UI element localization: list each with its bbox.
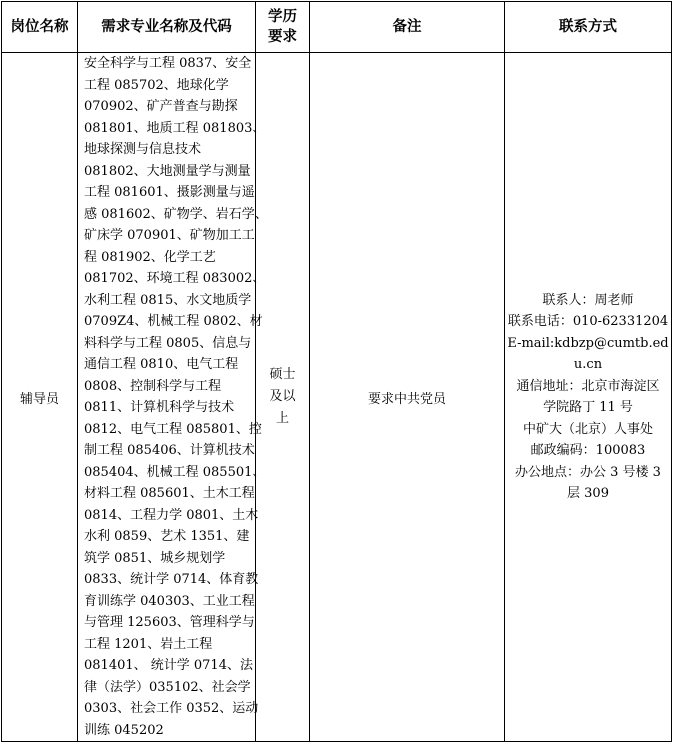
contact-email: E-mail:kdbzp@cumtb.ed	[507, 335, 669, 351]
contact-office-location: 办公地点：办公 3 号楼 3	[515, 464, 661, 480]
notes-cell: 要求中共党员	[310, 53, 505, 742]
major-line: 地球探测与信息技术	[84, 142, 202, 157]
contact-office-name: 中矿大（北京）人事处	[522, 421, 653, 437]
header-position: 岗位名称	[2, 2, 78, 53]
header-degree	[256, 2, 310, 53]
major-line: 081702、环境工程 083002、	[84, 271, 266, 286]
major-line: 081401、 统计学 0714、法	[84, 658, 253, 673]
major-line: 筑学 0851、城乡规划学	[84, 550, 226, 566]
major-line: 训练 045202	[84, 722, 164, 738]
major-line: 通信工程 0810、电气工程	[84, 357, 239, 372]
degree-line: 硕士	[269, 367, 296, 382]
contact-address: 通信地址：北京市海淀区	[516, 378, 660, 394]
major-line: 0814、工程力学 0801、土木	[84, 507, 259, 523]
major-line: 感 081602、矿物学、岩石学、	[84, 206, 268, 222]
major-line: 0833、统计学 0714、体育教	[84, 572, 259, 587]
major-line: 0709Z4、机械工程 0802、材	[84, 314, 263, 329]
major-line: 安全科学与工程 0837、安全	[84, 56, 252, 71]
major-line: 水利工程 0815、水文地质学	[84, 292, 252, 308]
major-line: 0808、控制科学与工程	[84, 378, 222, 394]
major-line: 制工程 085406、计算机技术	[84, 443, 255, 458]
contact-cell	[505, 53, 672, 742]
major-line: 材料工程 085601、土木工程	[84, 486, 255, 501]
major-line: 水利 0859、艺术 1351、建	[84, 529, 250, 544]
major-line: 070902、矿产普查与勘探	[84, 99, 238, 114]
major-line: 085404、机械工程 085501、	[84, 464, 266, 480]
major-line: 料科学与工程 0805、信息与	[84, 335, 252, 351]
table-row	[2, 53, 672, 742]
major-line: 工程 1201、岩土工程	[84, 636, 213, 652]
major-line: 0811、计算机科学与技术	[84, 400, 235, 415]
major-line: 工程 085702、地球化学	[84, 77, 229, 93]
major-line: 矿床学 070901、矿物加工工	[84, 228, 255, 243]
contact-address-cont: 学院路丁 11 号	[543, 400, 633, 415]
degree-line: 上	[275, 411, 289, 426]
contact-postcode: 邮政编码：100083	[530, 443, 646, 458]
recruitment-table	[1, 1, 672, 742]
header-contact: 联系方式	[505, 2, 672, 53]
contact-email-cont: u.cn	[573, 357, 603, 372]
header-degree-line-2: 要求	[268, 29, 297, 45]
degree-cell	[256, 53, 310, 742]
major-line: 081802、大地测量学与测量	[84, 163, 251, 179]
contact-phone: 联系电话：010-62331204	[507, 314, 669, 329]
contact-office-location-cont: 层 309	[567, 486, 609, 501]
major-line: 0303、社会工作 0352、运动	[84, 701, 259, 716]
header-majors: 需求专业名称及代码	[78, 2, 256, 53]
major-line: 0812、电气工程 085801、控	[84, 421, 262, 437]
position-cell: 辅导员	[2, 53, 78, 742]
header-row	[2, 2, 672, 53]
major-line: 程 081902、化学工艺	[84, 249, 216, 265]
major-line: 工程 081601、摄影测量与遥	[84, 185, 255, 200]
majors-cell	[78, 53, 268, 742]
major-line: 育训练学 040303、工业工程	[84, 593, 255, 609]
major-line: 律（法学）035102、社会学	[84, 679, 251, 695]
header-degree-line-1: 学历	[268, 9, 297, 25]
contact-person: 联系人：周老师	[542, 292, 634, 308]
major-line: 与管理 125603、管理科学与	[84, 615, 255, 630]
major-line: 081801、地质工程 081803、	[84, 120, 266, 136]
header-notes: 备注	[310, 2, 505, 53]
degree-line: 及以	[269, 389, 296, 404]
